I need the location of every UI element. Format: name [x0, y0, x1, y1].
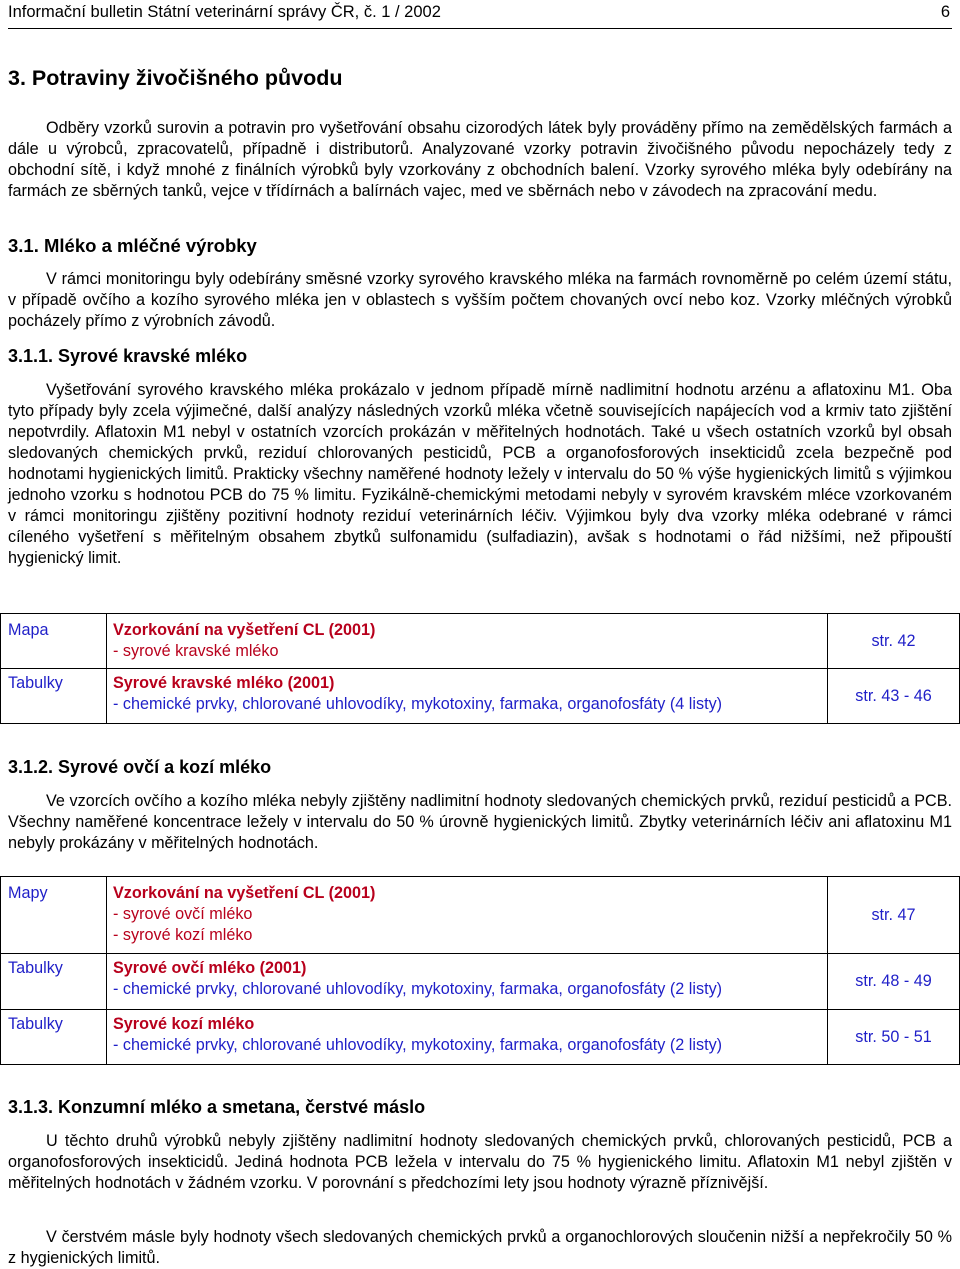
reference-title: Syrové kozí mléko	[113, 1015, 255, 1033]
reference-row	[1, 669, 960, 724]
reference-row	[1, 954, 960, 1010]
reference-row	[1, 1010, 960, 1065]
page-header	[8, 0, 952, 29]
reference-pages[interactable]: str. 42	[828, 614, 960, 669]
section-intro: Odběry vzorků surovin a potravin pro vyšetřování obsahu cizorodých látek byly prováděny přímo na zemědělských farmách a dále u výrobců, zpracovatelů, případně i distributorů. Analyzované vzorky potravin živočišného původu nepocházely tedy z obchodní sítě, i když mnohé z finálních výrobků byly vzorkovány z obchodních balení. Vzorky syrového mléka byly odebírány na farmách ze sběrných tanků, vejce v třídírnách a balírnách vajec, med ve sběrnách nebo v závodech na zpracování medu.	[8, 119, 952, 200]
reference-pages[interactable]: str. 43 - 46	[828, 669, 960, 724]
reference-type: Tabulky	[1, 1010, 107, 1065]
reference-line: - chemické prvky, chlorované uhlovodíky, mykotoxiny, farmaka, organofosfáty (4 listy)	[113, 695, 723, 713]
reference-type: Tabulky	[1, 954, 107, 1010]
subsection-3-1-3-text: U těchto druhů výrobků nebyly zjištěny nadlimitní hodnoty sledovaných chemických prvků, chlorovaných pesticidů, PCB a organofosforových insekticidů. Jediná hodnota PCB ležela v intervalu do 75 % hygienického limitu. Aflatoxin M1 nebyl zjištěn v měřitelných hodnotách v žádném vzorku. V porovnání s předchozími lety jsou hodnoty výrazně příznivější.	[8, 1132, 952, 1192]
reference-type: Mapy	[1, 877, 107, 954]
reference-row	[1, 614, 960, 669]
reference-description	[107, 1010, 828, 1065]
bulletin-title: Informační bulletin Státní veterinární správy ČR, č. 1 / 2002	[8, 3, 441, 21]
subsection-3-1-3-heading: 3.1.3. Konzumní mléko a smetana, čerstvé máslo	[8, 1097, 426, 1117]
subsection-3-1-2-heading: 3.1.2. Syrové ovčí a kozí mléko	[8, 757, 272, 777]
reference-title: Syrové kravské mléko (2001)	[113, 674, 335, 692]
reference-pages[interactable]: str. 48 - 49	[828, 954, 960, 1010]
reference-description	[107, 877, 828, 954]
subsection-3-1-1-text: Vyšetřování syrového kravského mléka prokázalo v jednom případě mírně nadlimitní hodnotu arzénu a aflatoxinu M1. Oba tyto případy byly zcela výjimečné, další analýzy následných vzorků mléka včetně souvisejících napájecích vod a krmiv tato zjištění nepotvrdily. Aflatoxin M1 nebyl v ostatních vzorcích prokázán v měřitelných hodnotách. Také u všech ostatních vzorků byl obsah sledovaných chemických prvků, reziduí chlorovaných pesticidů, PCB a organofosforových insekticidů zcela bezpečně pod hodnotami hygienických limitů. Prakticky všechny naměřené hodnoty ležely v intervalu do 50 % výše hygienických limitů s výjimkou jednoho vzorku s hodnotou PCB do 75 % limitu. Fyzikálně-chemickými metodami nebyly v syrovém kravském mléce vzorkovaném v rámci monitoringu zjištěny pozitivní hodnoty reziduí veterinárních léčiv. Výjimkou byly dva vzorky mléka odebrané v rámci cíleného vyšetření s měřitelným obsahem zbytků sulfonamidu (sulfadiazin), avšak s hodnotami o řád nižšími, než připouští hygienický limit.	[8, 381, 952, 567]
subsection-3-1-3-text-2: V čerstvém másle byly hodnoty všech sledovaných chemických prvků a organochlorových sloučenin nižší a nepřekročily 50 % z hygienických limitů.	[8, 1228, 952, 1267]
subsection-3-1-1-heading: 3.1.1. Syrové kravské mléko	[8, 346, 248, 366]
reference-table-sheep-goat-milk	[0, 876, 960, 1065]
reference-table-cow-milk	[0, 613, 960, 724]
reference-line: - syrové kravské mléko	[113, 642, 279, 660]
reference-type: Mapa	[1, 614, 107, 669]
reference-description	[107, 954, 828, 1010]
reference-title: Syrové ovčí mléko (2001)	[113, 959, 307, 977]
reference-line: - syrové kozí mléko	[113, 926, 253, 944]
page-number: 6	[940, 3, 950, 21]
reference-description	[107, 669, 828, 724]
subsection-3-1-2-text: Ve vzorcích ovčího a kozího mléka nebyly zjištěny nadlimitní hodnoty sledovaných chemických prvků, reziduí pesticidů a PCB. Všechny naměřené koncentrace ležely v intervalu do 50 % úrovně hygienických limitů. Zbytky veterinárních léčiv ani aflatoxinu M1 nebyly prokázány v měřitelných hodnotách.	[8, 792, 952, 852]
reference-title: Vzorkování na vyšetření CL (2001)	[113, 621, 376, 639]
reference-row	[1, 877, 960, 954]
reference-pages[interactable]: str. 47	[828, 877, 960, 954]
section-heading: 3. Potraviny živočišného původu	[8, 66, 343, 90]
reference-line: - syrové ovčí mléko	[113, 905, 253, 923]
subsection-3-1-heading: 3.1. Mléko a mléčné výrobky	[8, 235, 257, 256]
reference-description	[107, 614, 828, 669]
reference-title: Vzorkování na vyšetření CL (2001)	[113, 884, 376, 902]
reference-pages[interactable]: str. 50 - 51	[828, 1010, 960, 1065]
reference-line: - chemické prvky, chlorované uhlovodíky, mykotoxiny, farmaka, organofosfáty (2 listy)	[113, 980, 723, 998]
reference-type: Tabulky	[1, 669, 107, 724]
reference-line: - chemické prvky, chlorované uhlovodíky, mykotoxiny, farmaka, organofosfáty (2 listy)	[113, 1036, 723, 1054]
subsection-3-1-text: V rámci monitoringu byly odebírány směsné vzorky syrového kravského mléka na farmách rovnoměrně po celém území státu, v případě ovčího a kozího syrového mléka jen v oblastech s vyšším počtem chovaných ovcí nebo koz. Vzorky mléčných výrobků pocházely přímo z výrobních závodů.	[8, 270, 952, 330]
